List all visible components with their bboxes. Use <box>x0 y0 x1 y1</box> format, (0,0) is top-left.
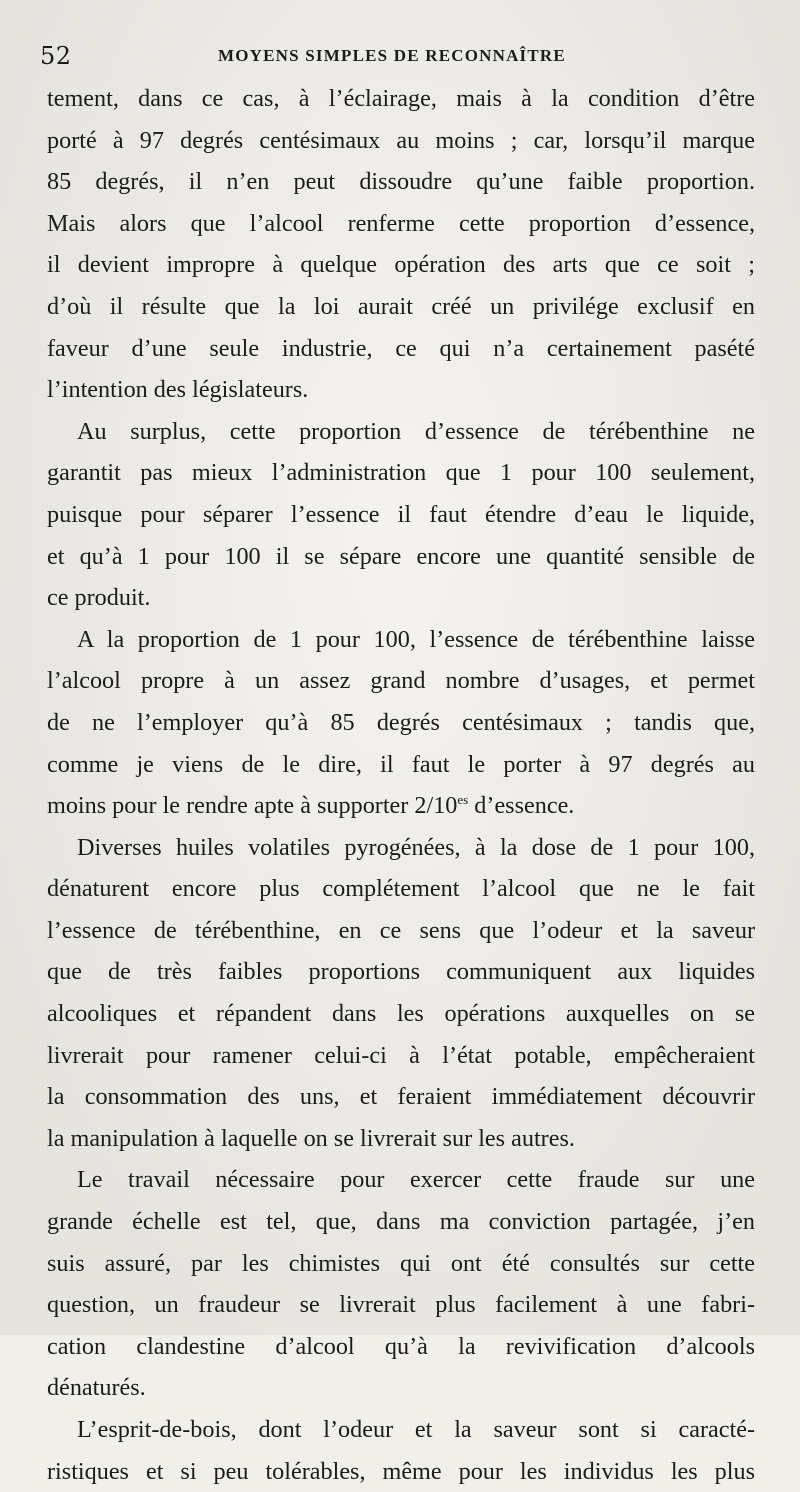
text-line: grande échelle est tel, que, dans ma conviction partagée, j’en <box>47 1208 755 1236</box>
text-line: livrerait pour ramener celui-ci à l’état potable, empêcheraient <box>47 1041 755 1069</box>
paragraph-start-line: A la proportion de 1 pour 100, l’essence de térébenthine laisse <box>77 625 755 653</box>
text-line: la manipulation à laquelle on se livrerait sur les autres. <box>47 1124 575 1152</box>
text-line: que de très faibles proportions communiquent aux liquides <box>47 958 755 986</box>
text-line: d’où il résulte que la loi aurait créé un privilége exclusif en <box>47 292 755 320</box>
text-line: dénaturés. <box>47 1374 146 1402</box>
text-line: l’alcool propre à un assez grand nombre d’usages, et permet <box>47 667 755 695</box>
text-line: moins pour le rendre apte à supporter $2/10^{es}$ d’essence. <box>47 792 575 820</box>
text-line: tement, dans ce cas, à l’éclairage, mais à la condition d’être <box>47 85 755 112</box>
superscript: es <box>457 792 469 808</box>
running-title: MOYENS SIMPLES DE RECONNAÎTRE <box>218 46 566 65</box>
text-line: l’essence de térébenthine, en ce sens que l’odeur et la saveur <box>47 916 755 944</box>
running-head <box>40 42 750 72</box>
text-line: Mais alors que l’alcool renferme cette proportion d’essence, <box>47 209 755 237</box>
text-line: ce produit. <box>47 584 151 612</box>
text-line: cation clandestine d’alcool qu’à la revivification d’alcools <box>47 1332 755 1360</box>
text-line: l’intention des législateurs. <box>47 376 309 404</box>
text-line: puisque pour séparer l’essence il faut étendre d’eau le liquide, <box>47 500 755 528</box>
text-line: faveur d’une seule industrie, ce qui n’a certainement pasété <box>47 334 755 362</box>
text-line: porté à 97 degrés centésimaux au moins ; car, lorsqu’il marque <box>47 126 755 154</box>
text-line: garantit pas mieux l’administration que 1 pour 100 seulement, <box>47 459 755 487</box>
text-line: suis assuré, par les chimistes qui ont été consultés sur cette <box>47 1249 755 1277</box>
text-line: de ne l’employer qu’à 85 degrés centésimaux ; tandis que, <box>47 708 755 736</box>
paragraph-start-line: L’esprit-de-bois, dont l’odeur et la saveur sont si caracté- <box>77 1416 755 1443</box>
text-line: question, un fraudeur se livrerait plus facilement à une fabri- <box>47 1291 755 1319</box>
paragraph-start-line: Le travail nécessaire pour exercer cette fraude sur une <box>77 1166 755 1194</box>
text-line: et qu’à 1 pour 100 il se sépare encore une quantité sensible de <box>47 542 755 570</box>
text-line: 85 degrés, il n’en peut dissoudre qu’une faible proportion. <box>47 168 755 196</box>
text-line: comme je viens de le dire, il faut le porter à 97 degrés au <box>47 750 755 778</box>
body-text <box>47 78 755 1492</box>
page-number: 52 <box>40 42 72 70</box>
text-line: alcooliques et répandent dans les opérations auxquelles on se <box>47 1000 755 1028</box>
text-line: il devient impropre à quelque opération des arts que ce soit ; <box>47 251 755 279</box>
text-line: la consommation des uns, et feraient immédiatement découvrir <box>47 1083 755 1111</box>
paragraph-start-line: Diverses huiles volatiles pyrogénées, à la dose de 1 pour 100, <box>77 833 755 861</box>
text-line: dénaturent encore plus complétement l’alcool que ne le fait <box>47 875 755 903</box>
text-line: ristiques et si peu tolérables, même pour les individus les plus <box>47 1457 755 1485</box>
paragraph-start-line: Au surplus, cette proportion d’essence de térébenthine ne <box>77 417 755 445</box>
